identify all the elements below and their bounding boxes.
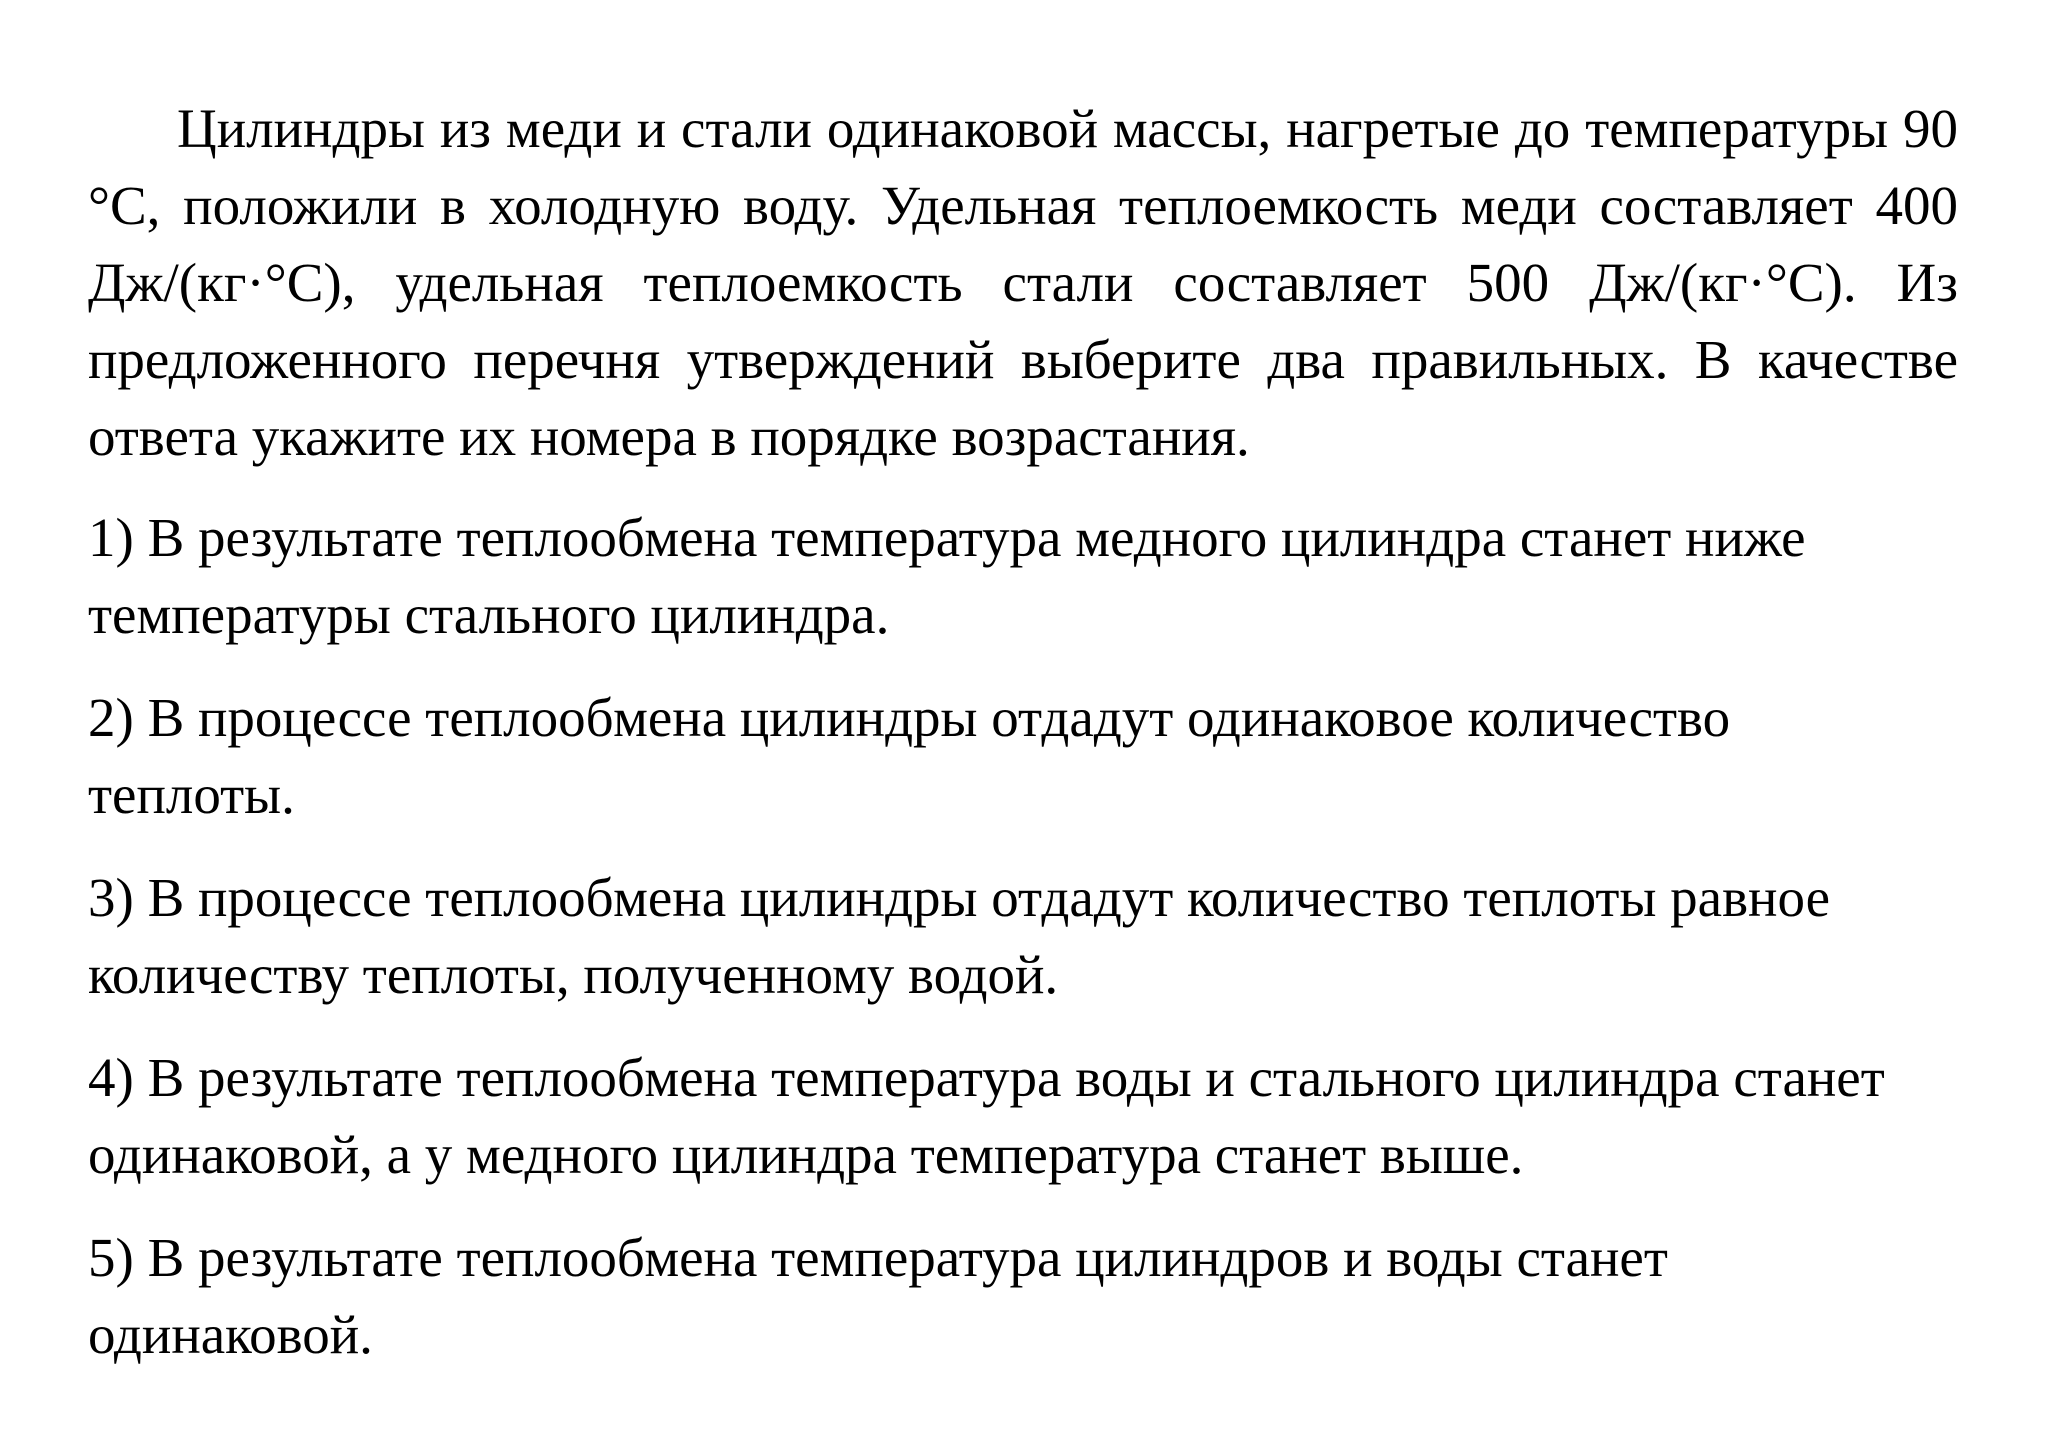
- answer-option-5: 5) В результате теплообмена температура цилиндров и воды станет одинаковой.: [88, 1227, 1668, 1365]
- answer-options-list: [88, 499, 1958, 1373]
- answer-option-3: 3) В процессе теплообмена цилиндры отдадут количество теплоты равное количеству теплоты, полученному водой.: [88, 867, 1831, 1005]
- answer-option-4: 4) В результате теплообмена температура воды и стального цилиндра станет одинаковой, а у медного цилиндра температура станет выше.: [88, 1047, 1885, 1185]
- answer-option-1: 1) В результате теплообмена температура медного цилиндра станет ниже температуры стального цилиндра.: [88, 507, 1806, 645]
- answer-option-2: 2) В процессе теплообмена цилиндры отдадут одинаковое количество теплоты.: [88, 687, 1731, 825]
- problem-statement: Цилиндры из меди и стали одинаковой массы, нагретые до температуры 90 °С, положили в холодную воду. Удельная теплоемкость меди составляет 400 Дж/(кг·°С), удельная теплоемкость стали составляет 500 Дж/(кг·°С). Из предложенного перечня утверждений выберите два правильных. В качестве ответа укажите их номера в порядке возрастания.: [88, 98, 1958, 467]
- document-page: [88, 90, 1958, 1373]
